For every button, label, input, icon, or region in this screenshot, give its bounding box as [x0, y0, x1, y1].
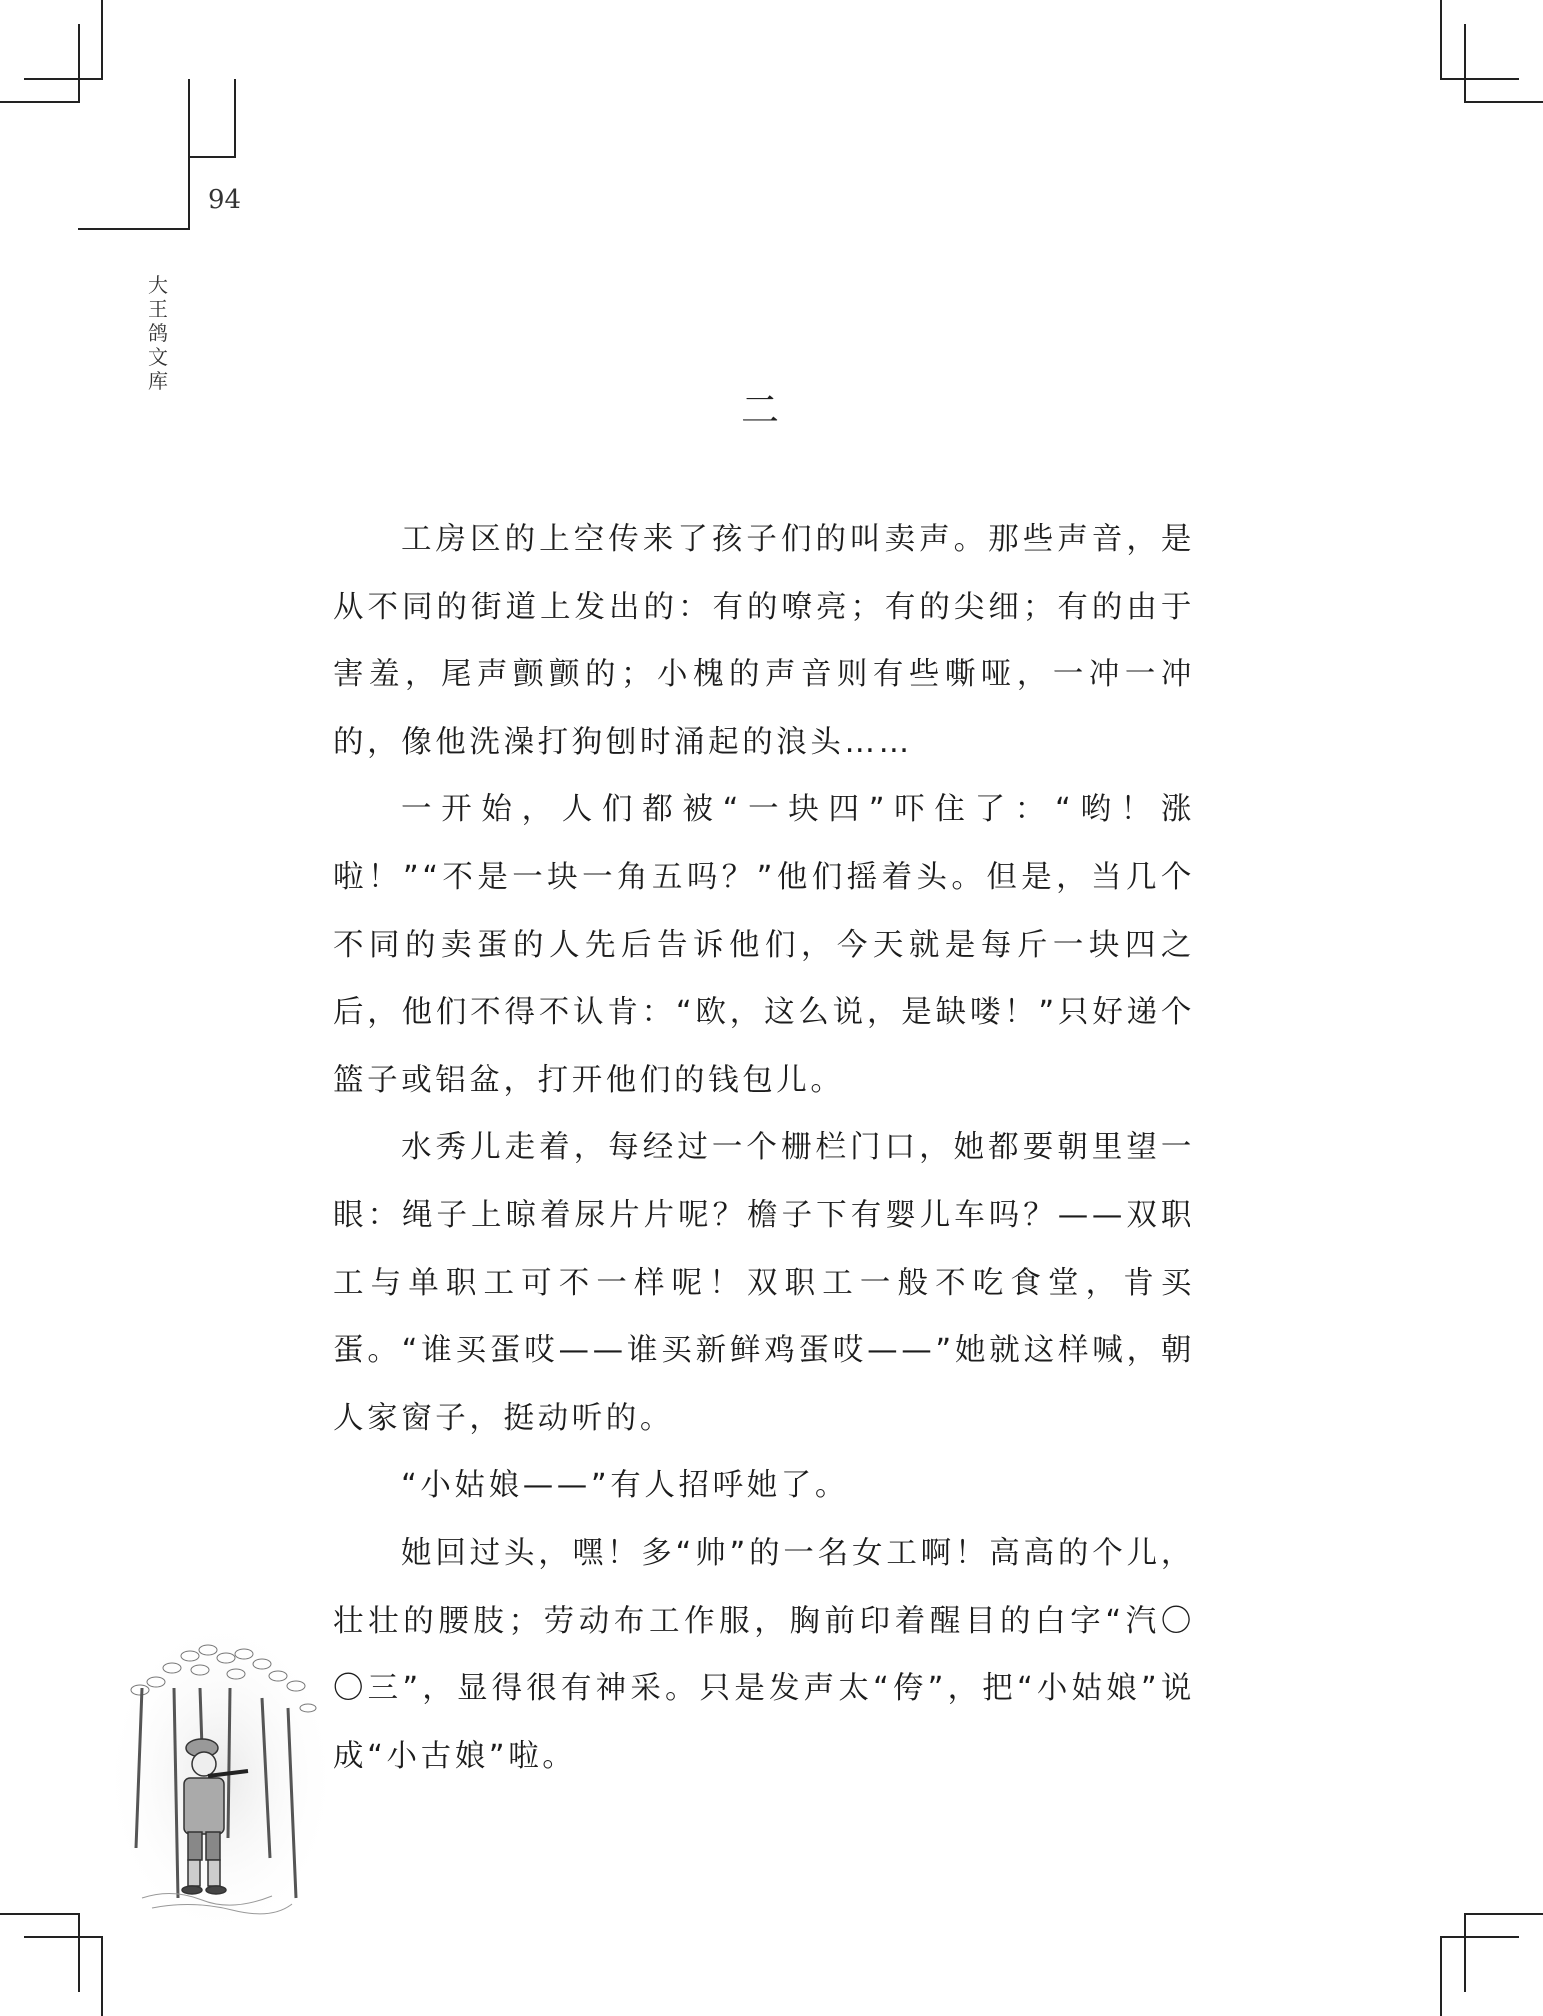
crop-mark: [24, 78, 103, 80]
paragraph: 一开始，人们都被“一块四”吓住了：“哟！涨啦！”“不是一块一角五吗？”他们摇着头。但是，当几个不同的卖蛋的人先后告诉他们，今天就是每斤一块四之后，他们不得不认肯：“欧，这么说，是缺喽！”只好递个篮子或铝盆，打开他们的钱包儿。: [333, 792, 1195, 1098]
header-rule: [188, 156, 235, 158]
crop-mark: [0, 1913, 79, 1915]
header-rule: [234, 79, 236, 158]
crop-mark: [1464, 1913, 1543, 1915]
crop-mark: [24, 1936, 103, 1938]
paragraph: 工房区的上空传来了孩子们的叫卖声。那些声音，是从不同的街道上发出的：有的嘹亮；有的尖细；有的由于害羞，尾声颤颤的；小槐的声音则有些嘶哑，一冲一冲的，像他洗澡打狗刨时涌起的浪头……: [333, 522, 1195, 760]
crop-mark: [78, 24, 80, 103]
crop-mark: [1440, 1936, 1442, 2016]
crop-mark: [1440, 1936, 1519, 1938]
page-number: 94: [208, 185, 242, 215]
paragraph: 水秀儿走着，每经过一个栅栏门口，她都要朝里望一眼：绳子上晾着尿片片呢？檐子下有婴儿车吗？——双职工与单职工可不一样呢！双职工一般不吃食堂，肯买蛋。“谁买蛋哎——谁买新鲜鸡蛋哎——”她就这样喊，朝人家窗子，挺动听的。: [333, 1130, 1195, 1436]
crop-mark: [101, 1936, 103, 2016]
crop-mark: [78, 1913, 80, 1992]
header-rule: [188, 79, 190, 230]
crop-mark: [1464, 1913, 1466, 1992]
crop-mark: [1464, 24, 1466, 103]
header-rule: [78, 228, 189, 230]
crop-mark: [101, 0, 103, 79]
crop-mark: [1464, 101, 1543, 103]
series-title: 大王鸽文库: [148, 273, 168, 393]
crop-mark: [1440, 78, 1519, 80]
crop-mark: [0, 101, 79, 103]
paragraph: 她回过头，嘿！多“帅”的一名女工啊！高高的个儿，壮壮的腰肢；劳动布工作服，胸前印着醒目的白字“汽〇〇三”，显得很有神采。只是发声太“侉”，把“小姑娘”说成“小古娘”啦。: [333, 1535, 1195, 1774]
flute-boy-illustration-icon: [112, 1628, 330, 1928]
chapter-heading: 二: [740, 388, 779, 432]
paragraph: “小姑娘——”有人招呼她了。: [401, 1468, 850, 1504]
body-text: [333, 506, 1195, 1790]
crop-mark: [1440, 0, 1442, 79]
